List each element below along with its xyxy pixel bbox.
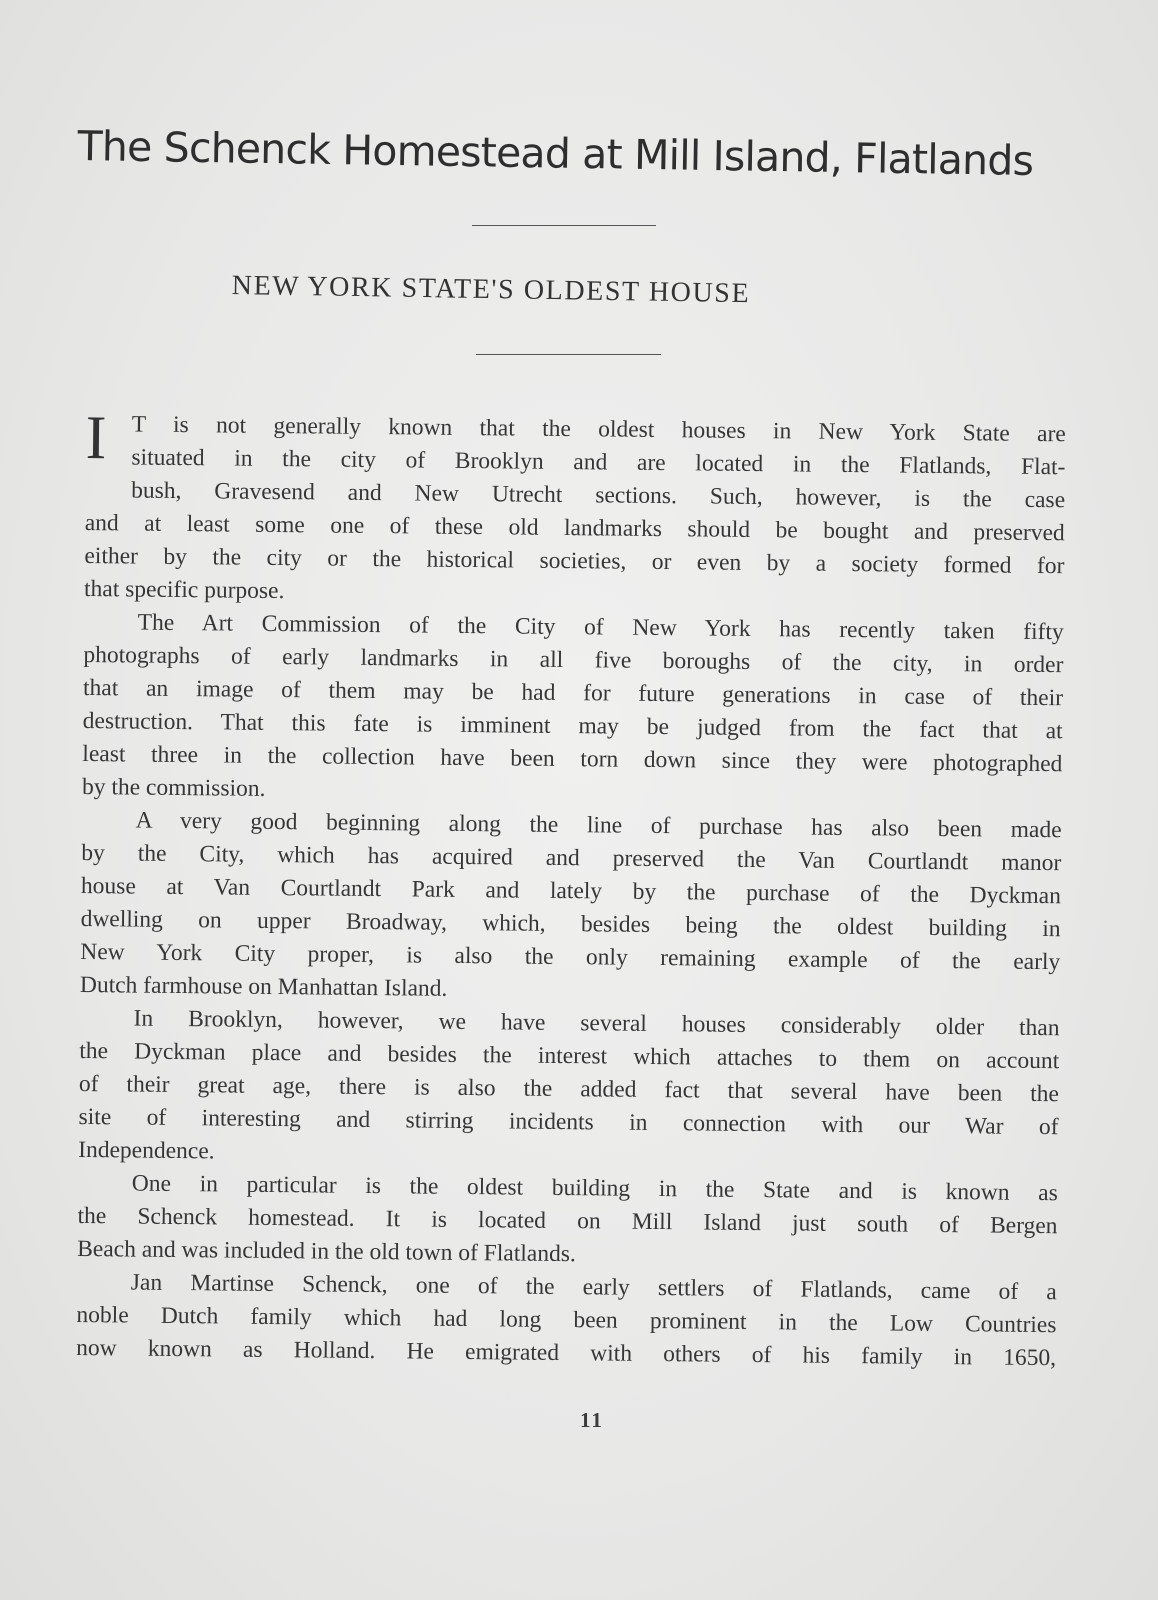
paragraph-2 [82,606,1064,814]
text-line: New York City proper, is also the only remaining example of the early [80,938,1061,976]
text-line: the Schenck homestead. It is located on Mill Island just south of Bergen [77,1202,1058,1240]
text-line: dwelling on upper Broadway, which, besides being the oldest building in [80,905,1061,943]
text-line: that an image of them may be had for future generations in case of their [82,674,1064,712]
text-line: A very good beginning along the line of purchase has also been made [135,807,1062,844]
paragraph-5 [77,1167,1058,1276]
title-divider [472,225,656,226]
text-line: noble Dutch family which had long been prominent in the Low Countries [76,1301,1057,1339]
paragraph-1 [83,404,1066,616]
article-body [76,404,1066,1375]
text-line: the Dyckman place and besides the interest which attaches to them on account [79,1037,1060,1075]
text-line: by the commission. [81,773,266,802]
text-line: house at Van Courtlandt Park and lately by the purchase of the Dyckman [80,872,1062,910]
text-line: situated in the city of Brooklyn and are located in the Flatlands, Flat- [131,444,1066,481]
text-line: that specific purpose. [83,575,285,605]
text-line: One in particular is the oldest building in the State and is known as [131,1170,1058,1207]
paragraph-6 [76,1266,1057,1375]
text-line: either by the city or the historical societies, or even by a society formed for [84,542,1065,580]
paragraph-3 [80,804,1062,1012]
paragraph-4 [78,1002,1060,1177]
text-line: Jan Martinse Schenck, one of the early settlers of Flatlands, came of a [130,1269,1057,1306]
text-line: of their great age, there is also the added fact that several have been the [78,1070,1060,1108]
drop-cap: I [85,404,107,473]
subtitle-divider [476,354,661,355]
text-line: bush, Gravesend and New Utrecht sections. Such, however, is the case [131,477,1066,514]
page-title: The Schenck Homestead at Mill Island, Flatlands [77,122,1034,186]
text-line: In Brooklyn, however, we have several houses considerably older than [133,1005,1060,1042]
text-line: photographs of early landmarks in all five boroughs of the city, in order [83,641,1064,679]
text-line: Dutch farmhouse on Manhattan Island. [79,971,448,1002]
text-line: least three in the collection have been torn down since they were photographed [82,740,1063,778]
text-line: T is not generally known that the oldest houses in New York State are [131,411,1066,448]
page-subtitle: NEW YORK STATE'S OLDEST HOUSE [231,270,751,310]
page-number: 11 [580,1408,604,1432]
text-line: site of interesting and stirring incidents in connection with our War of [78,1103,1059,1141]
text-line: The Art Commission of the City of New York has recently taken fifty [137,609,1064,646]
text-line: destruction. That this fate is imminent may be judged from the fact that at [82,707,1063,745]
text-line: by the City, which has acquired and preserved the Van Courtlandt manor [81,839,1062,877]
text-line: Beach and was included in the old town of Flatlands. [77,1235,576,1268]
text-line: and at least some one of these old landmarks should be bought and preserved [84,509,1065,547]
text-line: Independence. [78,1136,215,1165]
text-line: now known as Holland. He emigrated with others of his family in 1650, [76,1334,1057,1372]
